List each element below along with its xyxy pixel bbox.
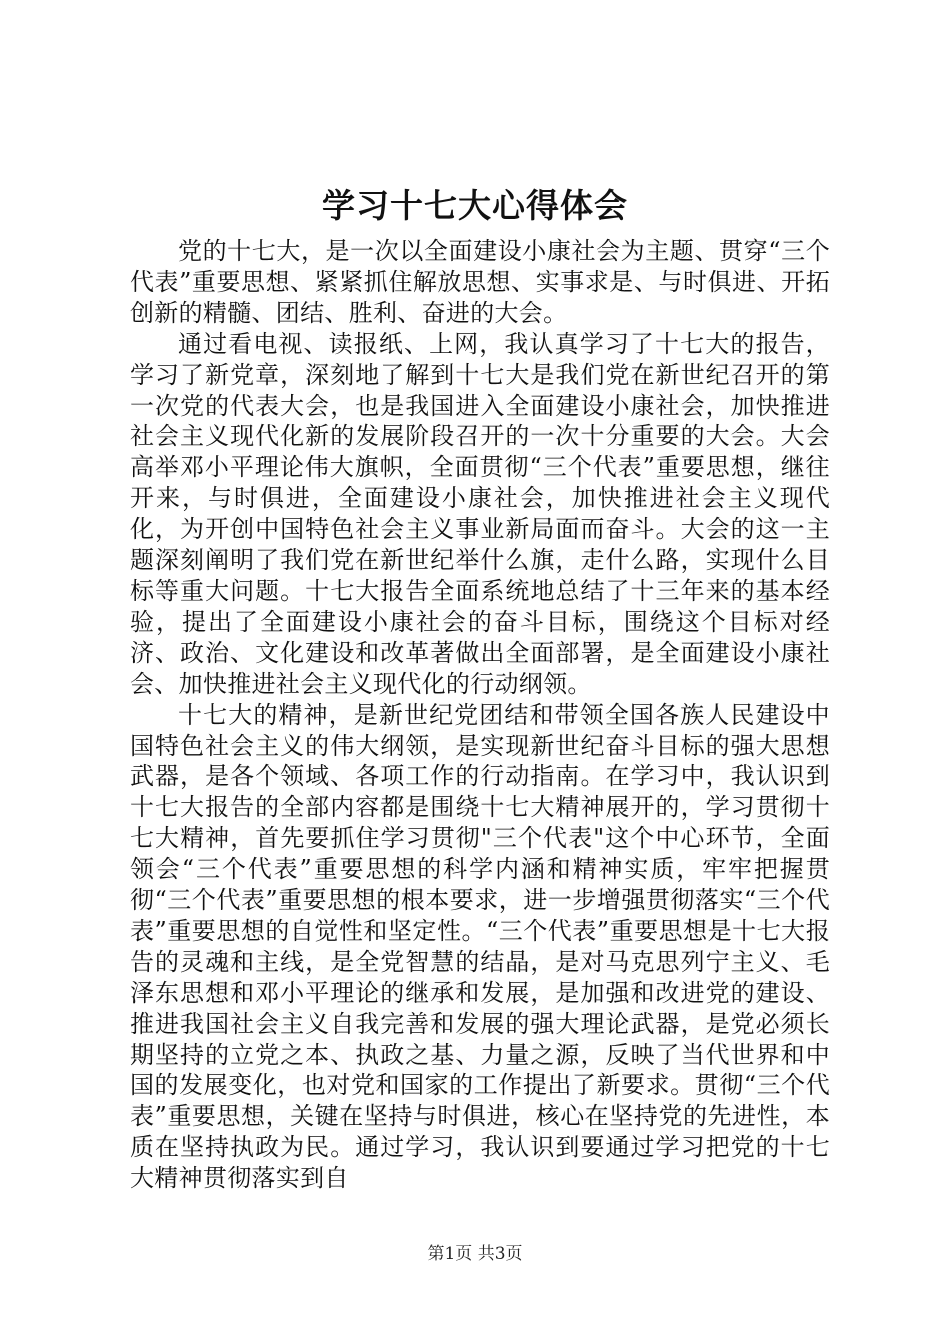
paragraph: 党的十七大，是一次以全面建设小康社会为主题、贯穿“三个代表”重要思想、紧紧抓住解放思想、实事求是、与时俱进、开拓创新的精髓、团结、胜利、奋进的大会。	[130, 237, 830, 327]
paragraph: 十七大的精神，是新世纪党团结和带领全国各族人民建设中国特色社会主义的伟大纲领，是实现新世纪奋斗目标的强大思想武器，是各个领域、各项工作的行动指南。在学习中，我认识到十七大报告的全部内容都是围绕十七大精神展开的，学习贯彻十七大精神，首先要抓住学习贯彻"三个代表"这个中心环节，全面领会“三个代表”重要思想的科学内涵和精神实质，牢牢把握贯彻“三个代表”重要思想的根本要求，进一步增强贯彻落实“三个代表”重要思想的自觉性和坚定性。“三个代表”重要思想是十七大报告的灵魂和主线，是全党智慧的结晶，是对马克思列宁主义、毛泽东思想和邓小平理论的继承和发展，是加强和改进党的建设、推进我国社会主义自我完善和发展的强大理论武器，是党必须长期坚持的立党之本、执政之基、力量之源，反映了当代世界和中国的发展变化，也对党和国家的工作提出了新要求。贯彻“三个代表”重要思想，关键在坚持与时俱进，核心在坚持党的先进性，本质在坚持执政为民。通过学习，我认识到要通过学习把党的十七大精神贯彻落实到自	[130, 700, 830, 1193]
document-title: 学习十七大心得体会	[322, 186, 628, 225]
page-number: 第1页 共3页	[427, 1244, 523, 1264]
paragraph: 通过看电视、读报纸、上网，我认真学习了十七大的报告，学习了新党章，深刻地了解到十七大是我们党在新世纪召开的第一次党的代表大会，也是我国进入全面建设小康社会，加快推进社会主义现代化新的发展阶段召开的一次十分重要的大会。大会高举邓小平理论伟大旗帜，全面贯彻“三个代表”重要思想，继往开来，与时俱进，全面建设小康社会，加快推进社会主义现代化，为开创中国特色社会主义事业新局面而奋斗。大会的这一主题深刻阐明了我们党在新世纪举什么旗，走什么路，实现什么目标等重大问题。十七大报告全面系统地总结了十三年来的基本经验，提出了全面建设小康社会的奋斗目标，围绕这个目标对经济、政治、文化建设和改革著做出全面部署，是全面建设小康社会、加快推进社会主义现代化的行动纲领。	[130, 329, 830, 698]
document-body	[130, 236, 830, 1194]
